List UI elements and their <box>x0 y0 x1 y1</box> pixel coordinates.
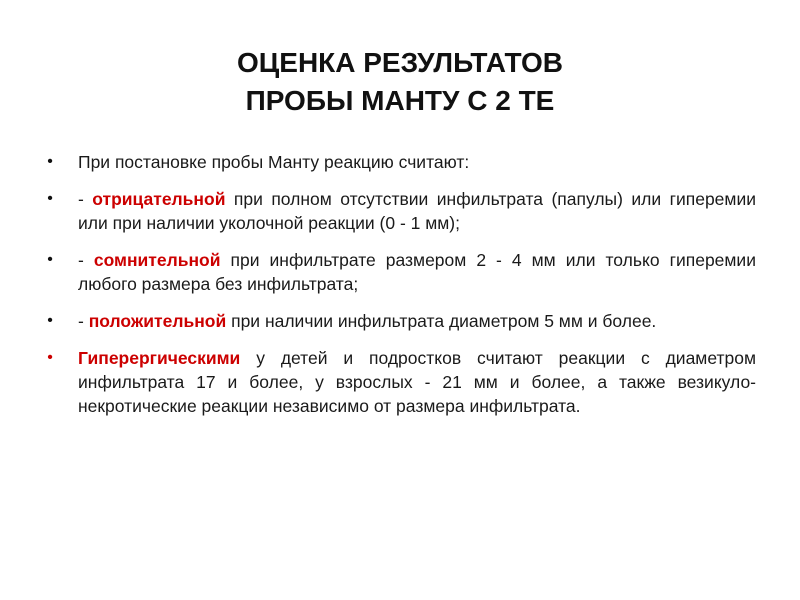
term-positive: положительной <box>88 311 227 331</box>
bullet-text: при инфильтрате размером 2 - 4 мм или только гиперемии любого размера без инфильтрата; <box>78 250 756 294</box>
bullet-prefix: - <box>78 311 89 331</box>
bullet-dot-icon: • <box>47 190 53 207</box>
title-line-2: ПРОБЫ МАНТУ С 2 ТЕ <box>245 85 555 116</box>
bullet-dot-icon: • <box>47 312 53 329</box>
term-negative: отрицательной <box>92 189 226 209</box>
bullet-intro <box>44 150 756 174</box>
bullet-doubtful <box>44 248 756 296</box>
bullet-prefix: - <box>78 189 93 209</box>
bullet-text: при наличии инфильтрата диаметром 5 мм и более. <box>226 311 657 331</box>
bullet-text: при полном отсутствии инфильтрата (папулы) или гиперемии или при наличии уколочной реакции (0 - 1 мм); <box>78 189 756 233</box>
bullet-list <box>44 150 756 431</box>
bullet-prefix: - <box>78 250 94 270</box>
bullet-positive <box>44 309 756 333</box>
bullet-hyperergic <box>44 346 756 418</box>
title-line-1: ОЦЕНКА РЕЗУЛЬТАТОВ <box>237 47 563 78</box>
bullet-dot-icon: • <box>47 349 53 366</box>
slide-title <box>0 44 800 120</box>
term-doubtful: сомнительной <box>93 250 221 270</box>
bullet-dot-icon: • <box>47 153 53 170</box>
bullet-text: При постановке пробы Манту реакцию считают: <box>78 152 470 172</box>
bullet-text: у детей и подростков считают реакции с диаметром инфильтрата 17 и более, у взрослых - 21 мм и более, а также везикуло-некротические реакции независимо от размера инфильтрата. <box>78 348 756 416</box>
term-hyperergic: Гиперергическими <box>78 348 241 368</box>
bullet-negative <box>44 187 756 235</box>
bullet-dot-icon: • <box>47 251 53 268</box>
